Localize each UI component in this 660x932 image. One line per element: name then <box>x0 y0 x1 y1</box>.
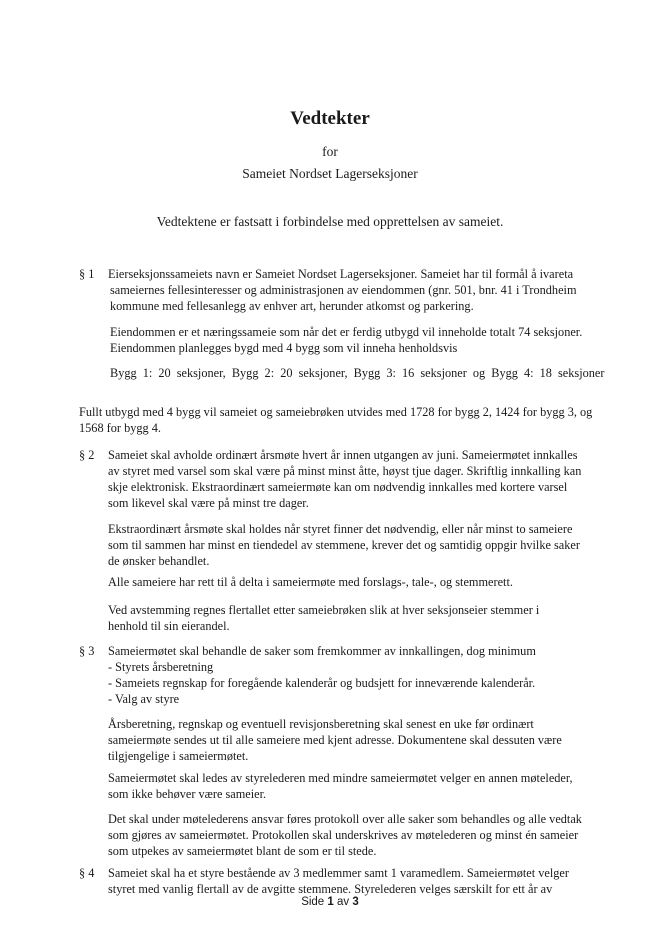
text-line: Ved avstemming regnes flertallet etter sameiebrøken slik at hver seksjonseier stemmer i <box>108 603 540 617</box>
intro-text: Vedtektene er fastsatt i forbindelse med opprettelsen av sameiet. <box>156 214 504 229</box>
text-line: Bygg 1: 20 seksjoner, Bygg 2: 20 seksjoner, Bygg 3: 16 seksjoner og Bygg 4: 18 seksjoner <box>110 366 605 380</box>
section-3-para-3 <box>108 770 573 802</box>
section-number-1: § 1 <box>79 267 95 281</box>
page-footer <box>0 896 660 908</box>
section-3-para-2 <box>108 716 562 764</box>
section-3-para-1 <box>108 643 536 707</box>
document-title: Vedtekter <box>290 108 370 129</box>
text-line: Ekstraordinært årsmøte skal holdes når styret finner det nødvendig, eller når minst to sameiere <box>108 522 573 536</box>
text-line: sameiernes fellesinteresser og administrasjonen av eiendommen (gnr. 501, bnr. 41 i Trondheim <box>110 283 577 297</box>
text-line: Sameiermøtet skal ledes av styrelederen med mindre sameiermøtet velger en annen møteleder, <box>108 771 573 785</box>
section-number-3: § 3 <box>79 644 95 658</box>
text-line: som gjøres av sameiermøtet. Protokollen skal underskrives av møtelederen og minst én sameier <box>108 828 579 842</box>
text-line: som likevel skal være på minst tre dager. <box>108 496 309 510</box>
text-line: Eierseksjonssameiets navn er Sameiet Nordset Lagerseksjoner. Sameiet har til formål å ivareta <box>108 267 574 281</box>
text-line: som utpekes av sameiermøtet blant de som er til stede. <box>108 844 377 858</box>
text-line: de ønsker behandlet. <box>108 554 210 568</box>
text-line: tilgjengelige i sameiermøtet. <box>108 749 249 763</box>
text-line: styret med vanlig flertall av de avgitte stemmene. Styrelederen velges særskilt for ett år av <box>108 882 553 896</box>
section-2-para-1 <box>108 447 581 511</box>
text-line: Det skal under møtelederens ansvar føres protokoll over alle saker som behandles og alle vedtak <box>108 812 582 826</box>
text-line: Årsberetning, regnskap og eventuell revisjonsberetning skal senest en uke før ordinært <box>108 717 534 731</box>
text-line: kommune med fellesanlegg av enhver art, herunder atkomst og parkering. <box>110 299 474 313</box>
text-line: Sameiet skal ha et styre bestående av 3 medlemmer samt 1 varamedlem. Sameiermøtet velger <box>108 866 569 880</box>
text-line: Eiendommen planlegges bygd med 4 bygg som vil inneha henholdsvis <box>110 341 458 355</box>
list-item: - Valg av styre <box>108 692 180 706</box>
section-3-para-4 <box>108 811 582 859</box>
total-pages-number: 3 <box>352 896 359 908</box>
list-item: - Styrets årsberetning <box>108 660 214 674</box>
section-1-para-4 <box>79 404 592 436</box>
section-2-para-3 <box>108 574 513 590</box>
footer-separator: av <box>337 896 350 908</box>
text-line: som til sammen har minst en tiendedel av stemmene, krever det og samtidig oppgir hvilke saker <box>108 538 580 552</box>
organization-name: Sameiet Nordset Lagerseksjoner <box>242 166 418 181</box>
text-line: Eiendommen er et næringssameie som når det er ferdig utbygd vil inneholde totalt 74 seksjoner. <box>110 325 583 339</box>
subtitle-for: for <box>322 144 338 159</box>
section-4-para-1 <box>108 865 569 897</box>
section-1-para-2 <box>110 324 582 356</box>
text-line: Sameiermøtet skal behandle de saker som fremkommer av innkallingen, dog minimum <box>108 644 536 658</box>
list-item: - Sameiets regnskap for foregående kalenderår og budsjett for inneværende kalenderår. <box>108 676 536 690</box>
footer-prefix: Side <box>301 896 325 908</box>
current-page-number: 1 <box>327 896 334 908</box>
text-line: 1568 for bygg 4. <box>79 421 161 435</box>
text-line: Sameiet skal avholde ordinært årsmøte hvert år innen utgangen av juni. Sameiermøtet innkalles <box>108 448 578 462</box>
section-1-para-3 <box>110 365 604 381</box>
text-line: sameiermøte sendes ut til alle sameiere med kjent adresse. Dokumentene skal dessuten være <box>108 733 562 747</box>
section-1-para-1 <box>108 266 577 314</box>
section-number-4: § 4 <box>79 866 95 880</box>
text-line: henhold til sin eierandel. <box>108 619 230 633</box>
text-line: av styret med varsel som skal være på minst minst åtte, høyst tjue dager. Skriftlig innkalling kan <box>108 464 582 478</box>
section-2-para-4 <box>108 602 539 634</box>
text-line: Fullt utbygd med 4 bygg vil sameiet og sameiebrøken utvides med 1728 for bygg 2, 1424 for bygg 3, og <box>79 405 593 419</box>
text-line: skje elektronisk. Ekstraordinært sameiermøte kan om nødvendig innkalles med kortere varsel <box>108 480 568 494</box>
text-line: Alle sameiere har rett til å delta i sameiermøte med forslags-, tale-, og stemmerett. <box>108 575 513 589</box>
text-line: som ikke behøver være sameier. <box>108 787 267 801</box>
section-number-2: § 2 <box>79 448 95 462</box>
section-2-para-2 <box>108 521 580 569</box>
